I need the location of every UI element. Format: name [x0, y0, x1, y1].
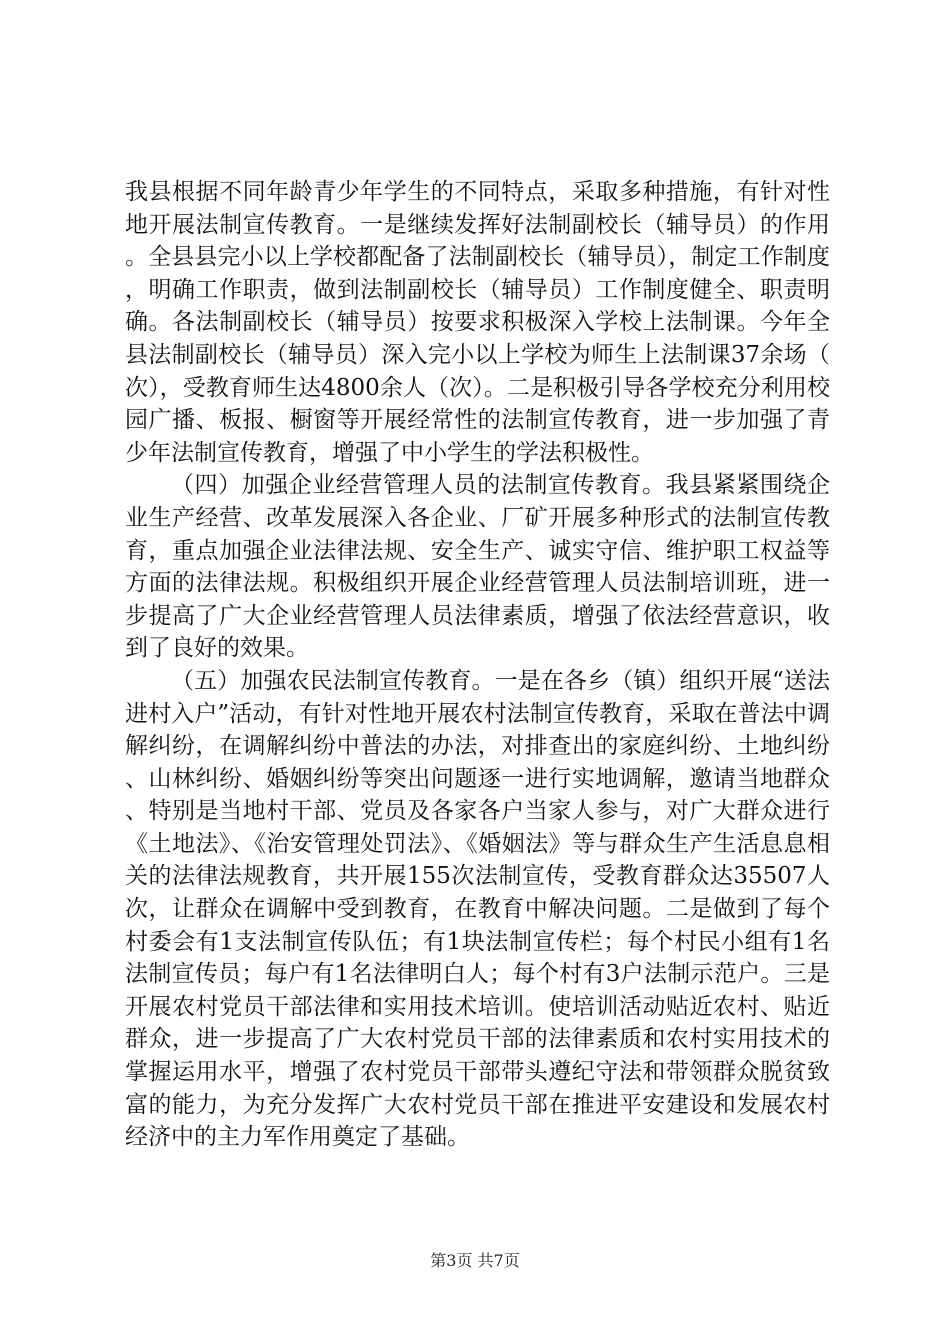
paragraph-enterprise-education: （四）加强企业经营管理人员的法制宣传教育。我县紧紧围绕企业生产经营、改革发展深入各企业、厂矿开展多种形式的法制宣传教育，重点加强企业法律法规、安全生产、诚实守信、维护职工权益等方面的法律法规。积极组织开展企业经营管理人员法制培训班，进一步提高了广大企业经营管理人员法律素质，增强了依法经营意识，收到了良好的效果。 [125, 472, 830, 662]
paragraph-farmer-education: （五）加强农民法制宣传教育。一是在各乡（镇）组织开展“送法进村入户”活动，有针对性地开展农村法制宣传教育，采取在普法中调解纠纷，在调解纠纷中普法的办法，对排查出的家庭纠纷、土地纠纷、山林纠纷、婚姻纠纷等突出问题逐一进行实地调解，邀请当地群众、特别是当地村干部、党员及各家各户当家人参与，对广大群众进行《土地法》、《治安管理处罚法》、《婚姻法》等与群众生产生活息息相关的法律法规教育，共开展155次法制宣传，受教育群众达35507人次，让群众在调解中受到教育，在教育中解决问题。二是做到了每个村委会有1支法制宣传队伍；有1块法制宣传栏；每个村民小组有1名法制宣传员；每户有1名法律明白人；每个村有3户法制示范户。三是开展农村党员干部法律和实用技术培训。使培训活动贴近农村、贴近群众，进一步提高了广大农村党员干部的法律素质和农村实用技术的掌握运用水平，增强了农村党员干部带头遵纪守法和带领群众脱贫致富的能力，为充分发挥广大农村党员干部在推进平安建设和发展农村经济中的主力军作用奠定了基础。 [125, 667, 830, 1151]
document-body [125, 176, 830, 1154]
paragraph-youth-education: 我县根据不同年龄青少年学生的不同特点，采取多种措施，有针对性地开展法制宣传教育。一是继续发挥好法制副校长（辅导员）的作用。全县县完小以上学校都配备了法制副校长（辅导员），制定工作制度，明确工作职责，做到法制副校长（辅导员）工作制度健全、职责明确。各法制副校长（辅导员）按要求积极深入学校上法制课。今年全县法制副校长（辅导员）深入完小以上学校为师生上法制课37余场（次），受教育师生达4800余人（次）。二是积极引导各学校充分利用校园广播、板报、橱窗等开展经常性的法制宣传教育，进一步加强了青少年法制宣传教育，增强了中小学生的学法积极性。 [125, 179, 830, 466]
page-number-footer: 第3页 共7页 [430, 1251, 520, 1270]
